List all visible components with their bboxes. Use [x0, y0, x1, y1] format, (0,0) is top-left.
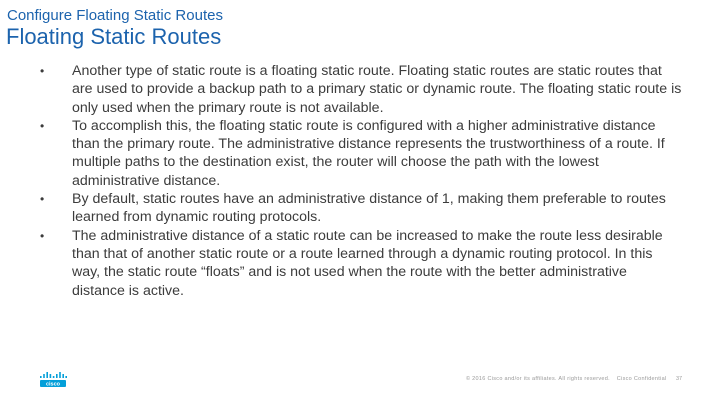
page-title: Floating Static Routes	[6, 24, 222, 49]
bullet-dot-icon: •	[40, 228, 45, 243]
bullet-dot-icon: •	[40, 64, 45, 78]
svg-text:cisco: cisco	[45, 381, 61, 388]
footer-text	[466, 376, 672, 382]
page-number: 37	[676, 376, 683, 382]
bullet-dot-icon: •	[40, 118, 45, 133]
bullet-text: To accomplish this, the floating static route is configured with a higher administrative distance than the primary route. The administrative distance represents the trustworthiness of a route. If multiple paths to the destination exist, the router will choose the path with the lowest administrative distance.	[72, 117, 665, 189]
cisco-logo-icon	[39, 372, 67, 388]
section-subtitle: Configure Floating Static Routes	[7, 7, 223, 24]
bullet-list	[42, 62, 682, 300]
bullet-dot-icon: •	[40, 192, 45, 207]
bullet-item	[42, 117, 682, 190]
bullet-text: The administrative distance of a static route can be increased to make the route less desirable than that of another static route or a route learned through a dynamic routing protocol. In this way, the static route “floats” and is not used when the route with the better administrative distance is active.	[72, 227, 663, 299]
bullet-item	[42, 62, 682, 117]
bullet-item	[42, 190, 682, 227]
classification-text: Cisco Confidential	[616, 376, 667, 382]
bullet-text: By default, static routes have an administrative distance of 1, making them preferable to routes learned from dynamic routing protocols.	[72, 191, 666, 226]
bullet-item	[42, 227, 682, 300]
bullet-text: Another type of static route is a floating static route. Floating static routes are static routes that are used to provide a backup path to a primary static or dynamic route. The floating static route is only used when the primary route is not available.	[72, 63, 682, 116]
copyright-text: © 2016 Cisco and/or its affiliates. All rights reserved.	[466, 376, 610, 382]
